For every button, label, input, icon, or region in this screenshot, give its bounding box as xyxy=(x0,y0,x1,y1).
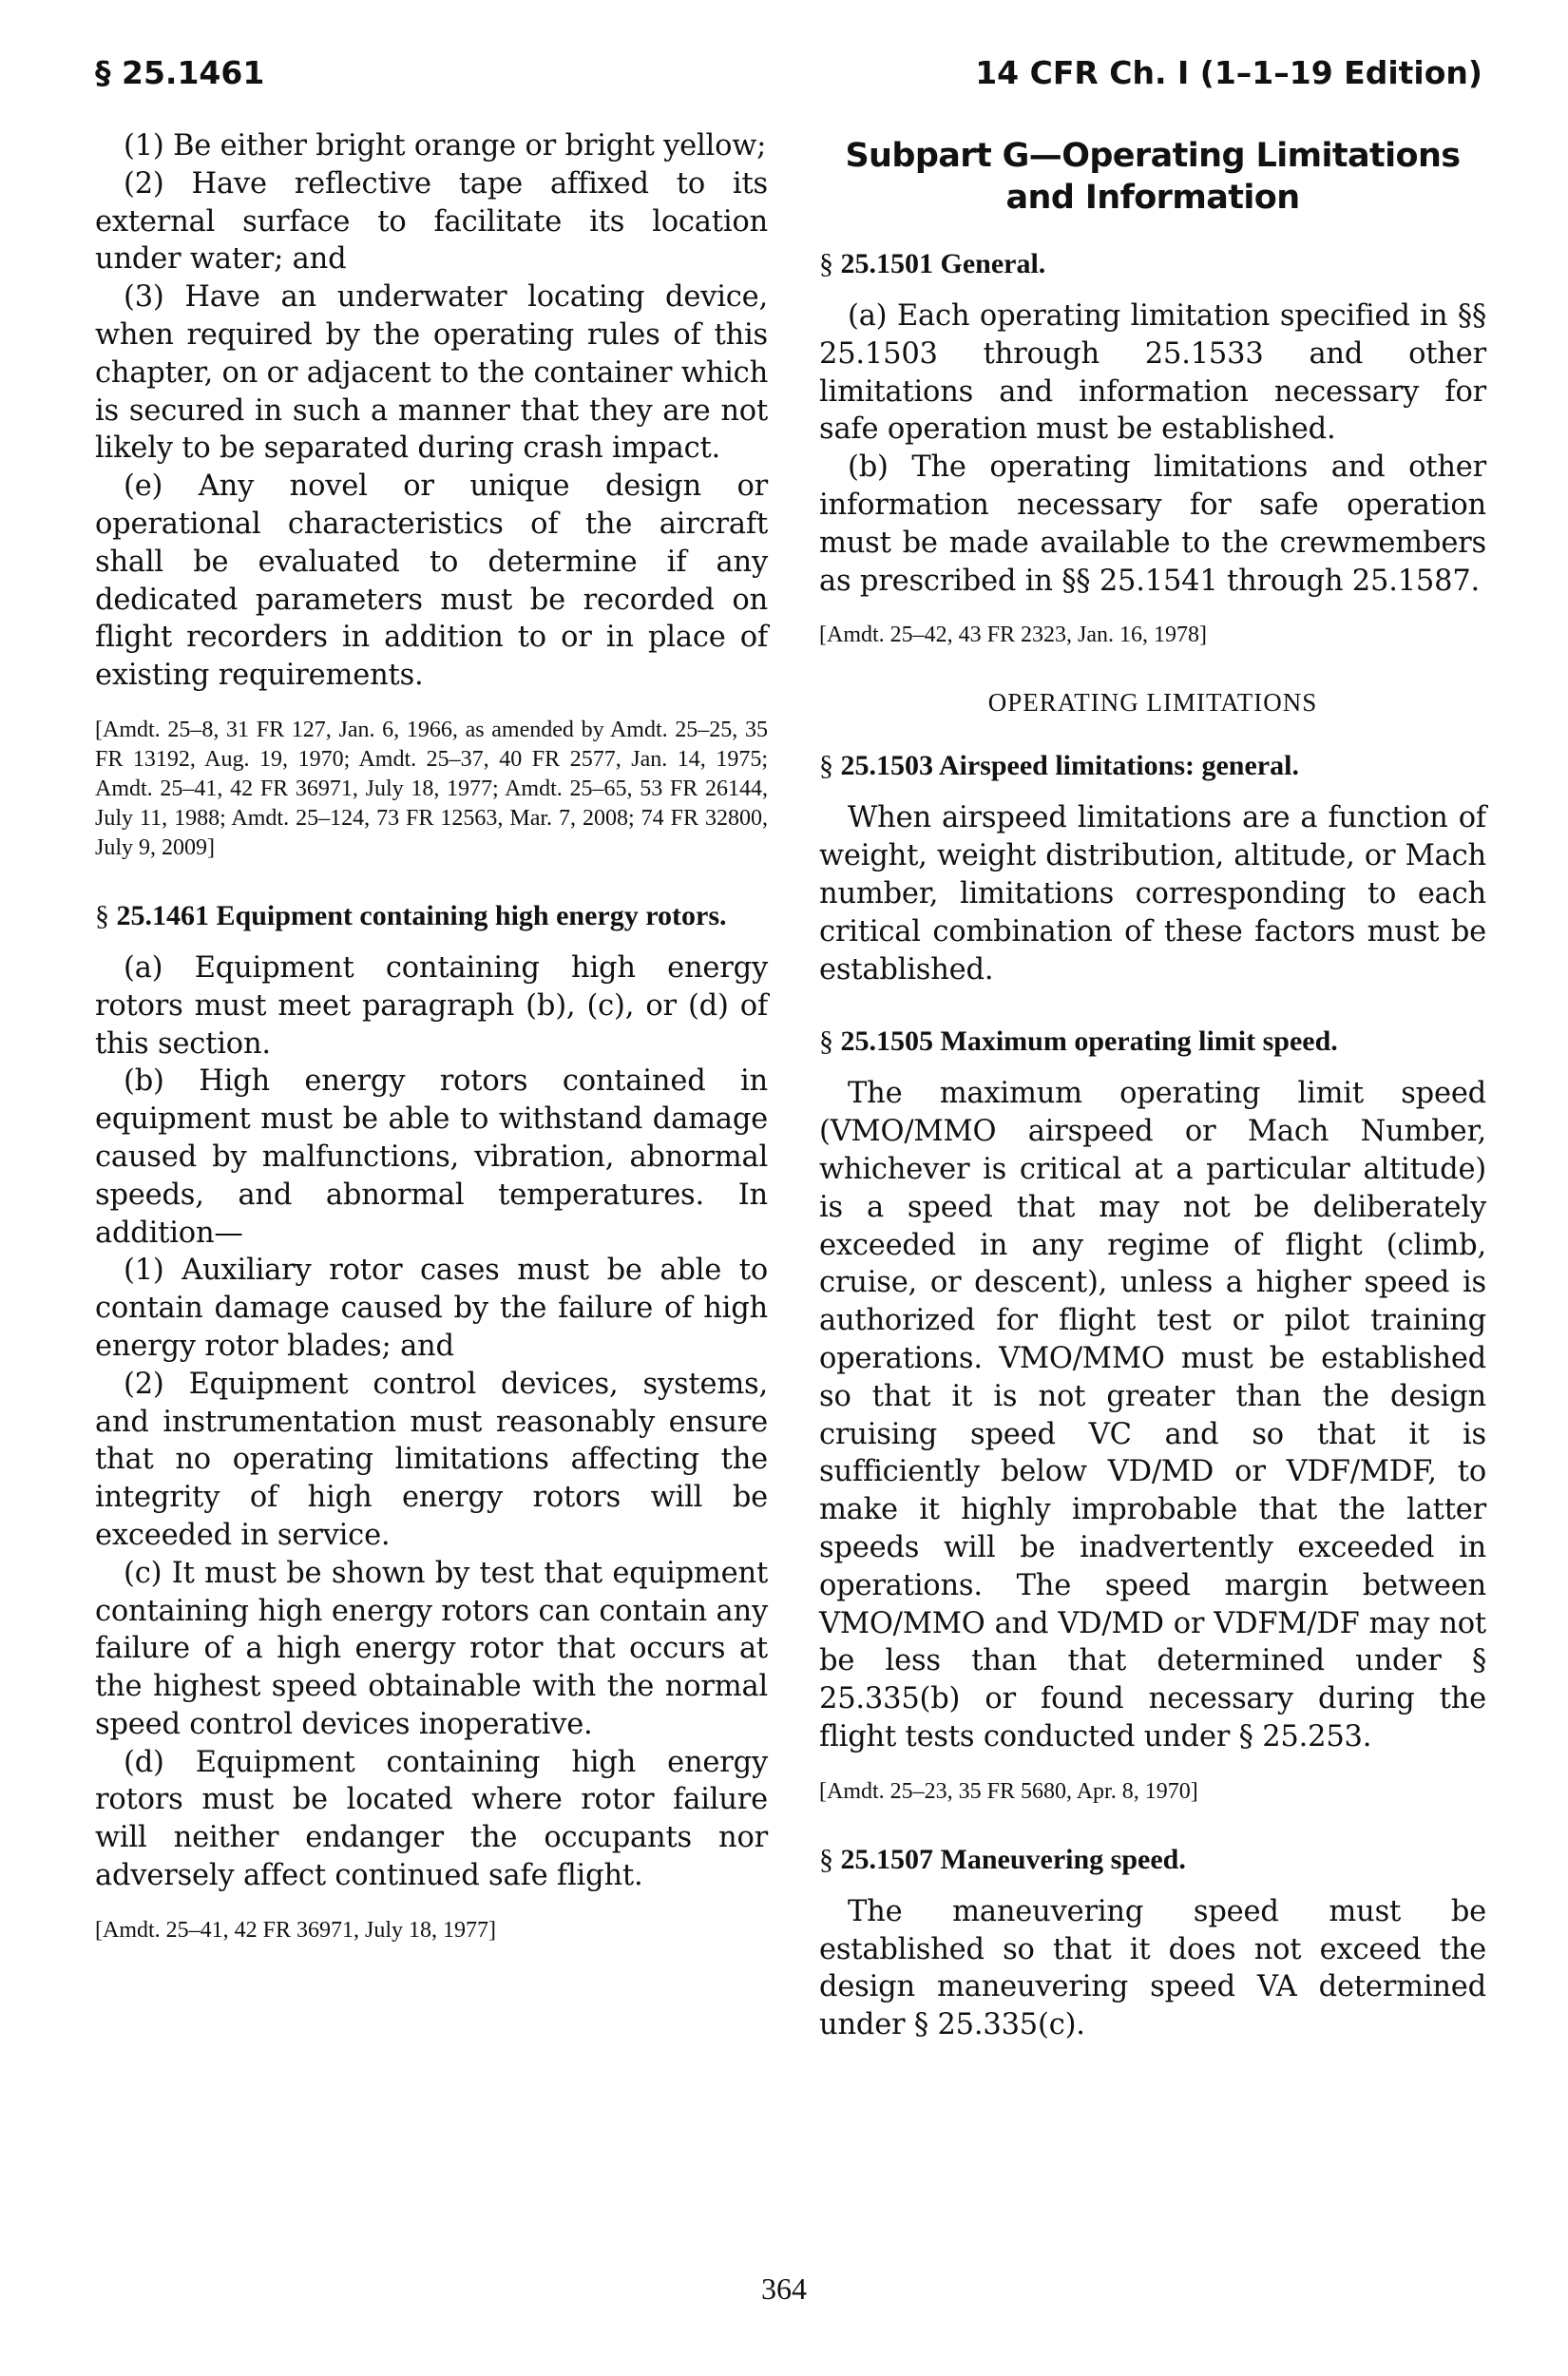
centered-subheading: OPERATING LIMITATIONS xyxy=(987,688,1318,718)
paragraph-max-speed: The maximum operating limit speed (VMO/MMO airspeed or Mach Number, whichever is critical at a particular altitude) is a speed that may not be deliberately exceeded in any regime of flight (climb, cruise, or descent), unless a higher speed is authorized for flight test or pilot training operations. VMO/MMO must be established so that it is not greater than the design cruising speed VC and so that it is sufficiently below VD/MD or VDF/MDF, to make it highly improbable that the latter speeds will be inadvertently exceeded in operations. The speed margin between VMO/MMO and VD/MD or VDFM/DF may not be less than that determined under § 25.335(b) or found necessary during the flight tests conducted under § 25.253. xyxy=(819,1077,1486,1753)
amendment-note: [Amdt. 25–42, 43 FR 2323, Jan. 16, 1978] xyxy=(819,623,1207,648)
section-symbol: § xyxy=(819,1843,833,1875)
section-heading-1503 xyxy=(819,749,1486,782)
paragraph-a: (a) Equipment containing high energy rotors must meet paragraph (b), (c), or (d) of this section. xyxy=(95,950,768,1061)
paragraph-d: (d) Equipment containing high energy rotors must be located where rotor failure will neither endanger the occupants nor adversely affect continued safe flight. xyxy=(95,1745,768,1893)
right-column xyxy=(819,127,1486,2044)
paragraph-a: (a) Each operating limitation specified in §§ 25.1503 through 25.1533 and other limitations and information necessary for safe operation must be established. xyxy=(819,299,1486,447)
section-title: 25.1461 Equipment containing high energy rotors. xyxy=(116,899,727,931)
section-symbol: § xyxy=(95,899,109,931)
section-heading-1461 xyxy=(95,899,768,932)
paragraph-d1: (1) Be either bright orange or bright yellow; xyxy=(124,129,767,163)
paragraph-b1: (1) Auxiliary rotor cases must be able to contain damage caused by the failure of high energy rotor blades; and xyxy=(95,1254,768,1363)
paragraph-airspeed: When airspeed limitations are a function of weight, weight distribution, altitude, or Mach number, limitations corresponding to each critical combination of these factors must be established. xyxy=(819,801,1486,987)
header-edition: 14 CFR Ch. I (1–1–19 Edition) xyxy=(975,54,1482,91)
section-heading-1501 xyxy=(819,247,1486,280)
paragraph-c: (c) It must be shown by test that equipment containing high energy rotors can contain any failure of a high energy rotor that occurs at the highest speed obtainable with the normal speed control devices inoperative. xyxy=(95,1556,768,1741)
section-heading-1507 xyxy=(819,1843,1486,1876)
section-heading-1505 xyxy=(819,1025,1486,1058)
section-symbol: § xyxy=(819,1025,833,1058)
section-title: 25.1505 Maximum operating limit speed. xyxy=(840,1025,1338,1058)
section-symbol: § xyxy=(819,750,833,782)
section-title: 25.1503 Airspeed limitations: general. xyxy=(840,750,1299,782)
paragraph-b2: (2) Equipment control devices, systems, and instrumentation must reasonably ensure that no operating limitations affecting the integrity of high energy rotors will be exceeded in service. xyxy=(95,1367,768,1552)
paragraph-b: (b) High energy rotors contained in equipment must be able to withstand damage caused by malfunctions, vibration, abnormal speeds, and abnormal temperatures. In addition— xyxy=(95,1064,768,1250)
paragraph-maneuvering: The maneuvering speed must be established so that it does not exceed the design maneuvering speed VA determined under § 25.335(c). xyxy=(819,1894,1486,2042)
section-title: 25.1507 Maneuvering speed. xyxy=(840,1843,1186,1875)
paragraph-d2: (2) Have reflective tape affixed to its external surface to facilitate its location under water; and xyxy=(95,166,768,277)
section-symbol: § xyxy=(819,248,833,279)
amendment-note: [Amdt. 25–8, 31 FR 127, Jan. 6, 1966, as amended by Amdt. 25–25, 35 FR 13192, Aug. 19, 1970; Amdt. 25–37, 40 FR 2577, Jan. 14, 1975; Amdt. 25–41, 42 FR 36971, July 18, 1977; Amdt. 25–65, 53 FR 26144, July 11, 1988; Amdt. 25–124, 73 FR 12563, Mar. 7, 2008; 74 FR 32800, July 9, 2009] xyxy=(95,717,768,860)
running-header xyxy=(95,49,1482,97)
subpart-title: Subpart G—Operating Limitations and Information xyxy=(845,137,1461,217)
left-column xyxy=(95,127,768,1982)
amendment-note: [Amdt. 25–41, 42 FR 36971, July 18, 1977] xyxy=(95,1917,497,1943)
paragraph-b: (b) The operating limitations and other information necessary for safe operation must be made available to the crewmembers as prescribed in §§ 25.1541 through 25.1587. xyxy=(819,450,1486,598)
paragraph-d3: (3) Have an underwater locating device, when required by the operating rules of this chapter, on or adjacent to the container which is secured in such a manner that they are not likely to be separated during crash impact. xyxy=(95,280,769,466)
page-number: 364 xyxy=(761,2271,807,2306)
paragraph-e: (e) Any novel or unique design or operational characteristics of the aircraft shall be evaluated to determine if any dedicated parameters must be recorded on flight recorders in addition to or in place of existing requirements. xyxy=(95,469,768,693)
header-section-number: § 25.1461 xyxy=(95,54,265,91)
amendment-note: [Amdt. 25–23, 35 FR 5680, Apr. 8, 1970] xyxy=(819,1778,1198,1804)
section-title: 25.1501 General. xyxy=(840,248,1046,279)
